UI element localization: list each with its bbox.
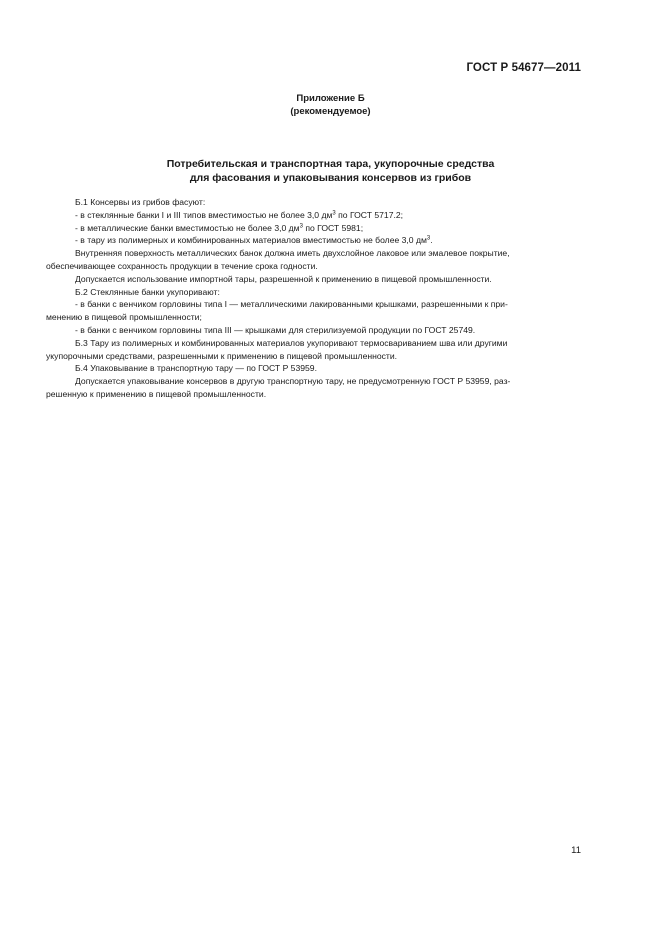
clause-b1-item-1-text: - в стеклянные банки I и III типов вместимостью не более 3,0 дм [75,209,333,220]
clause-b1-item-1-standard: по ГОСТ 5717.2; [335,209,404,220]
import-note: Допускается использование импортной тары, разрешенной к применению в пищевой промышленности. [75,273,492,284]
section-title-line-2: для фасования и упаковывания консервов из грибов [189,172,472,184]
clause-b2-item-1-continued: менению в пищевой промышленности; [46,312,202,323]
clause-b1-item-3-text: - в тару из полимерных и комбинированных материалов вместимостью не более 3,0 дм [75,235,427,246]
clause-b4-note-continued: решенную к применению в пищевой промышленности. [46,388,267,399]
clause-b2-item-2: - в банки с венчиком горловины типа III — крышками для стерилизуемой продукции по ГОСТ 25749. [75,324,476,335]
clause-b1-item-2-text: - в металлические банки вместимостью не более 3,0 дм [75,222,300,233]
appendix-label: Приложение Б [296,93,365,104]
clause-b3: Б.3 Тару из полимерных и комбинированных материалов укупоривают термосвариванием шва или другими [75,337,508,348]
clause-b1-item-3-end: . [430,235,433,246]
clause-b2-item-1: - в банки с венчиком горловины типа I — металлическими лакированными крышками, разрешенными к при- [75,299,508,310]
document-code: ГОСТ Р 54677—2011 [466,62,581,74]
clause-b2: Б.2 Стеклянные банки укупоривают: [75,286,220,297]
appendix-status: (рекомендуемое) [290,106,371,117]
appendix-heading [0,92,661,118]
body-text [46,196,582,401]
clause-b4: Б.4 Упаковывание в транспортную тару — по ГОСТ Р 53959. [75,363,317,374]
clause-b1-item-1 [46,209,582,222]
page-number: 11 [571,845,581,856]
clause-b1-item-2-standard: по ГОСТ 5981; [302,222,364,233]
section-title [0,157,661,185]
clause-b1-item-1-exponent: 3 [332,210,336,217]
clause-b1: Б.1 Консервы из грибов фасуют: [75,197,206,207]
inner-surface-paragraph-continued: обеспечивающее сохранность продукции в течение срока годности. [46,260,318,271]
clause-b1-item-3 [46,234,582,247]
clause-b4-note: Допускается упаковывание консервов в другую транспортную тару, не предусмотренную ГОСТ Р 53959, раз- [75,376,511,387]
clause-b1-item-3-exponent: 3 [426,235,431,242]
clause-b1-item-2-exponent: 3 [299,223,303,230]
clause-b3-continued: укупорочными средствами, разрешенными к применению в пищевой промышленности. [46,350,398,361]
clause-b1-item-2 [46,222,582,235]
inner-surface-paragraph: Внутренняя поверхность металлических банок должна иметь двухслойное лаковое или эмалевое покрытие, [75,248,510,259]
section-title-line-1: Потребительская и транспортная тара, укупорочные средства [166,158,495,170]
